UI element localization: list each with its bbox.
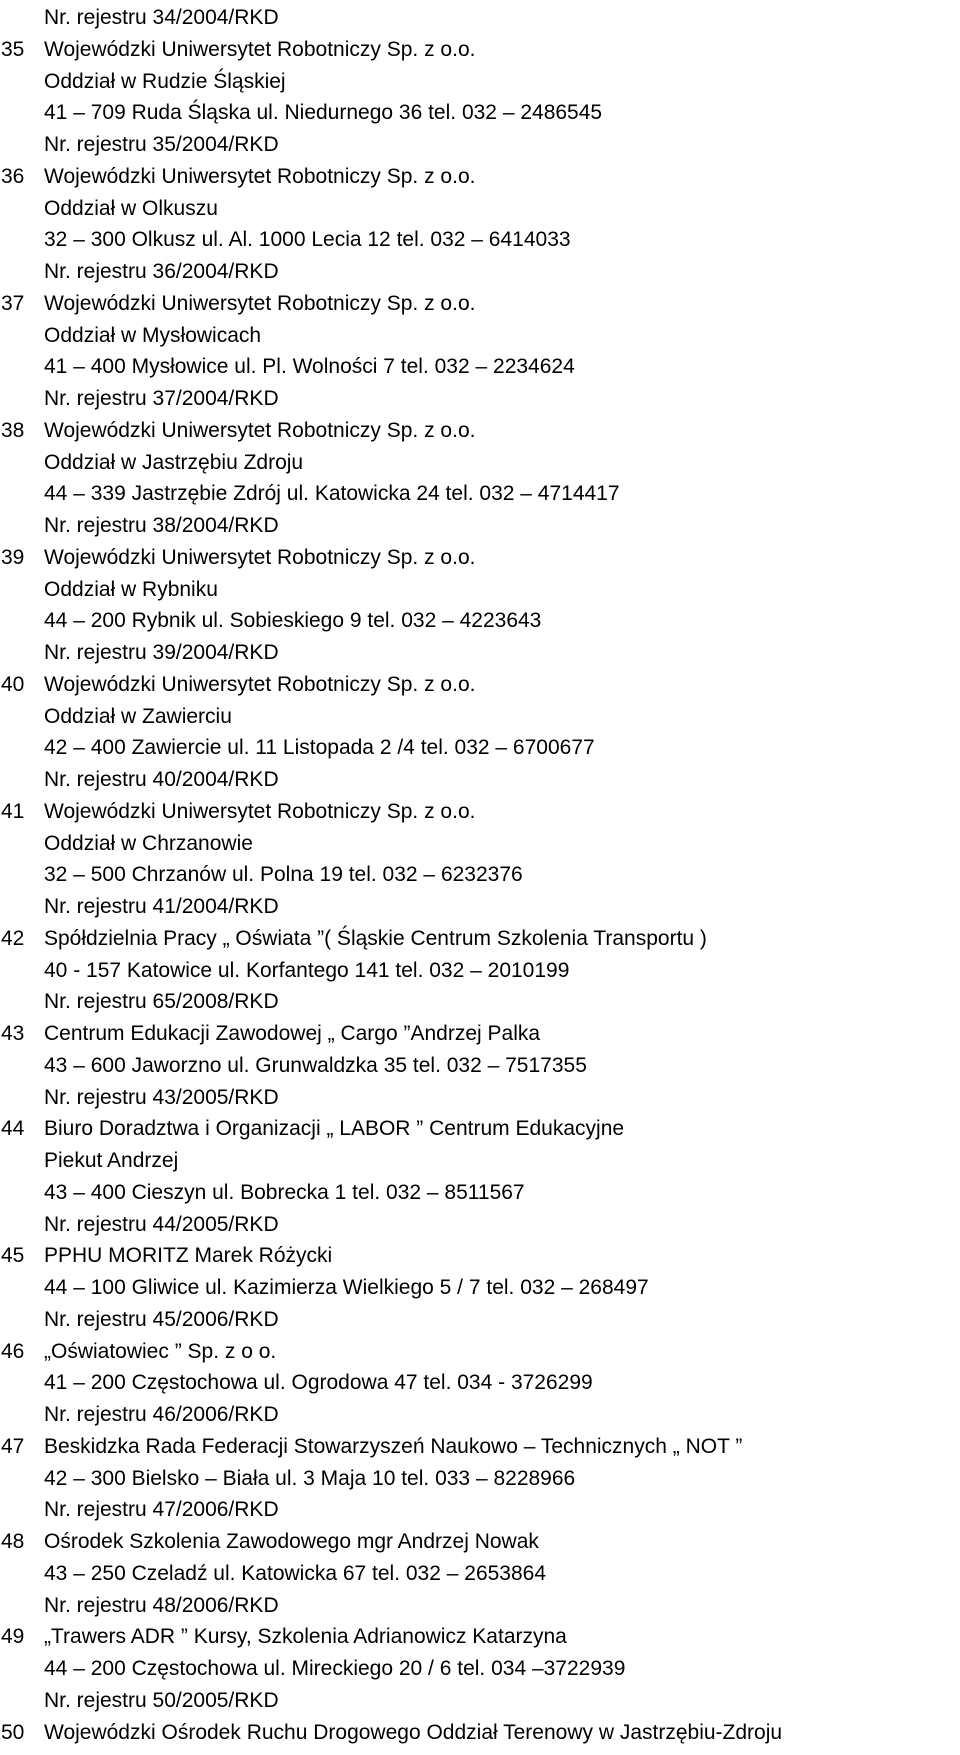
line-text: 32 – 500 Chrzanów ul. Polna 19 tel. 032 – 6232376 — [44, 863, 523, 887]
line-text: Nr. rejestru 46/2006/RKD — [44, 1403, 279, 1426]
line-text: Ośrodek Szkolenia Zawodowego mgr Andrzej Nowak — [44, 1530, 539, 1553]
entry-number: 43 — [1, 1022, 25, 1045]
entry-number: 46 — [1, 1339, 25, 1363]
line-text: 41 – 400 Mysłowice ul. Pl. Wolności 7 tel. 032 – 2234624 — [44, 355, 575, 379]
entry-number: 44 — [1, 1117, 25, 1141]
line-text: 44 – 200 Rybnik ul. Sobieskiego 9 tel. 032 – 4223643 — [44, 609, 542, 633]
line-text: Nr. rejestru 48/2006/RKD — [44, 1593, 279, 1617]
line-text: 43 – 600 Jaworzno ul. Grunwaldzka 35 tel. 032 – 7517355 — [44, 1053, 587, 1077]
line-text: Wojewódzki Uniwersytet Robotniczy Sp. z o.o. — [44, 37, 476, 61]
line-text: Nr. rejestru 43/2005/RKD — [44, 1085, 279, 1109]
line-text: Piekut Andrzej — [44, 1149, 179, 1172]
line-text: 40 - 157 Katowice ul. Korfantego 141 tel. 032 – 2010199 — [44, 958, 570, 982]
line-text: Nr. rejestru 41/2004/RKD — [44, 895, 279, 918]
line-text: Oddział w Zawierciu — [44, 704, 232, 728]
line-text: Nr. rejestru 35/2004/RKD — [44, 133, 279, 156]
line-text: „Oświatowiec ” Sp. z o o. — [44, 1339, 277, 1363]
entry-number: 49 — [1, 1625, 25, 1649]
entry-number: 50 — [1, 1720, 25, 1744]
line-text: Oddział w Olkuszu — [44, 196, 218, 220]
line-text: 44 – 100 Gliwice ul. Kazimierza Wielkiego 5 / 7 tel. 032 – 268497 — [44, 1276, 649, 1299]
line-text: Nr. rejestru 50/2005/RKD — [44, 1688, 279, 1712]
entry-number: 45 — [1, 1244, 25, 1268]
line-text: 42 – 400 Zawiercie ul. 11 Listopada 2 /4 tel. 032 – 6700677 — [44, 736, 595, 760]
line-text: Biuro Doradztwa i Organizacji „ LABOR ” Centrum Edukacyjne — [44, 1117, 625, 1141]
entry-number: 35 — [1, 37, 25, 61]
line-text: Oddział w Jastrzębiu Zdroju — [44, 450, 304, 474]
line-text: 44 – 200 Częstochowa ul. Mireckiego 20 / 6 tel. 034 –3722939 — [44, 1657, 626, 1680]
entry-number: 39 — [1, 545, 25, 569]
line-text: PPHU MORITZ Marek Różycki — [44, 1244, 333, 1268]
line-text: Oddział w Rybniku — [44, 577, 218, 601]
entry-number: 40 — [1, 672, 25, 696]
entry-number: 47 — [1, 1434, 25, 1458]
line-text: Nr. rejestru 44/2005/RKD — [44, 1212, 279, 1236]
line-text: Spółdzielnia Pracy „ Oświata ”( Śląskie Centrum Szkolenia Transportu ) — [44, 926, 707, 950]
entry-number: 41 — [1, 799, 25, 823]
line-text: Nr. rejestru 40/2004/RKD — [44, 768, 279, 791]
line-text: Nr. rejestru 47/2006/RKD — [44, 1498, 279, 1522]
line-text: Nr. rejestru 34/2004/RKD — [44, 6, 279, 29]
line-text: Wojewódzki Uniwersytet Robotniczy Sp. z o.o. — [44, 291, 476, 315]
line-text: 41 – 200 Częstochowa ul. Ogrodowa 47 tel. 034 - 3726299 — [44, 1371, 593, 1395]
line-text: 41 – 709 Ruda Śląska ul. Niedurnego 36 tel. 032 – 2486545 — [44, 101, 603, 125]
line-text: Nr. rejestru 37/2004/RKD — [44, 387, 279, 410]
line-text: Nr. rejestru 39/2004/RKD — [44, 641, 279, 664]
line-text: 44 – 339 Jastrzębie Zdrój ul. Katowicka 24 tel. 032 – 4714417 — [44, 482, 620, 506]
line-text: Wojewódzki Uniwersytet Robotniczy Sp. z o.o. — [44, 545, 476, 569]
entry-number: 38 — [1, 418, 25, 442]
line-text: 43 – 400 Cieszyn ul. Bobrecka 1 tel. 032 – 8511567 — [44, 1180, 525, 1204]
line-text: „Trawers ADR ” Kursy, Szkolenia Adrianowicz Katarzyna — [44, 1625, 567, 1649]
line-text: Nr. rejestru 45/2006/RKD — [44, 1307, 279, 1331]
line-text: Oddział w Chrzanowie — [44, 831, 253, 855]
line-text: Wojewódzki Uniwersytet Robotniczy Sp. z o.o. — [44, 164, 476, 188]
line-text: Oddział w Mysłowicach — [44, 323, 262, 347]
line-text: Nr. rejestru 65/2008/RKD — [44, 990, 279, 1014]
line-text: Wojewódzki Uniwersytet Robotniczy Sp. z o.o. — [44, 672, 476, 696]
line-text: Wojewódzki Ośrodek Ruchu Drogowego Oddział Terenowy w Jastrzębiu-Zdroju — [44, 1720, 783, 1744]
line-text: Beskidzka Rada Federacji Stowarzyszeń Naukowo – Technicznych „ NOT ” — [44, 1434, 743, 1458]
entry-number: 36 — [1, 164, 25, 188]
line-text: Wojewódzki Uniwersytet Robotniczy Sp. z o.o. — [44, 799, 476, 823]
entry-number: 48 — [1, 1530, 25, 1553]
line-text: Nr. rejestru 36/2004/RKD — [44, 260, 279, 283]
line-text: Oddział w Rudzie Śląskiej — [44, 69, 286, 93]
line-text: 32 – 300 Olkusz ul. Al. 1000 Lecia 12 tel. 032 – 6414033 — [44, 228, 571, 252]
line-text: Wojewódzki Uniwersytet Robotniczy Sp. z o.o. — [44, 418, 476, 442]
line-text: 43 – 250 Czeladź ul. Katowicka 67 tel. 032 – 2653864 — [44, 1561, 547, 1585]
line-text: Centrum Edukacji Zawodowej „ Cargo ”Andrzej Palka — [44, 1022, 541, 1045]
line-text: 42 – 300 Bielsko – Biała ul. 3 Maja 10 tel. 033 – 8228966 — [44, 1466, 576, 1490]
entry-number: 42 — [1, 926, 25, 950]
line-text: Nr. rejestru 38/2004/RKD — [44, 514, 279, 537]
entry-number: 37 — [1, 291, 25, 315]
